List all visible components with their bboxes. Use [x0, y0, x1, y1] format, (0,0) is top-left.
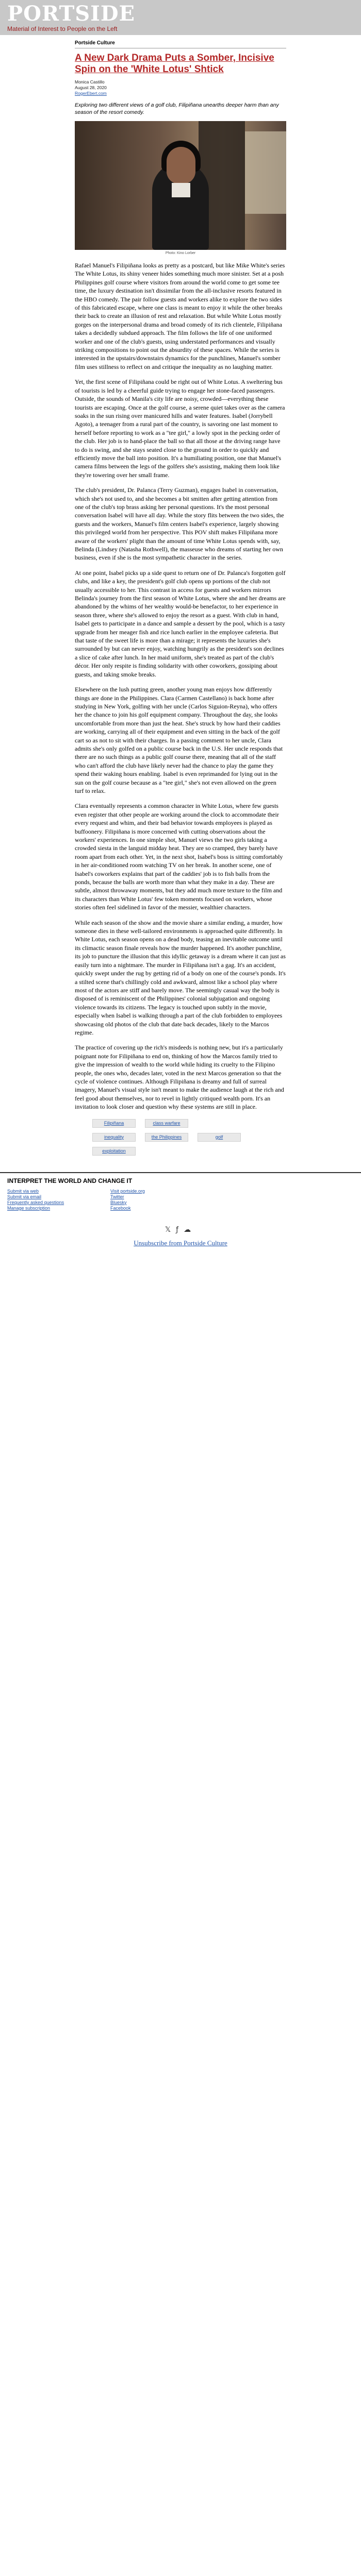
article-container: [75, 35, 286, 1160]
article-body: [75, 261, 286, 1111]
twitter-icon[interactable]: 𝕏: [165, 1225, 176, 1234]
paragraph: While each season of the show and the movie share a similar ending, a murder, how someone dies in these well-tailored environments is approached quite differently. In White Lotus, each season opens on a dead body, teasing an inevitable outcome until its climactic season finale reveals how the murder happened. It's another punchline, its job to puncture the illusion that this idyllic getaway is a dream where it can just as easily turn into a nightmare. The murder in Filipiñana isn't a gag. It's an accident, quickly swept under the rug by getting rid of a body on one of the course's ponds. It's a stilted scene that's chillingly cold and awkward, almost like a school play where most of the actors are stiff and barely move. The seemingly casual way the body is disposed of is reminiscent of the Philippines' colonial subjugation and ongoing violence towards its citizens. The legacy is touched upon subtly in the movie, especially when Isabel is walking through a part of the club forbidden to employees showcasing old photos of the club that date back decades, likely to the Marcos regime.: [75, 919, 286, 1036]
paragraph: Yet, the first scene of Filipiñana could be right out of White Lotus. A sweltering bus of tourists is led by a cheerful guide trying to engage her stone-faced passengers. Outside, the sounds of Manila's city life are noisy, crowded—everything these tourists are escaping. Once at the golf course, a serene quiet takes over as the camera soaks in the sun rising over manicured hills and water features. Isabel (Jorrybell Agoto), a teenager from a rural part of the country, is savoring one last moment to herself before reporting to work as a "tee girl," a lowly spot in the pecking order of the club. Her job is to hand-place the ball so that all those at the driving range have to do is swing, and she stays seated close to the ground in order to quickly and efficiently move the ball into position. It's a humiliating position, one that Manuel's camera films between the legs of the golfers she's assisting, making them look like they're towering over her small frame.: [75, 378, 285, 479]
tag-link[interactable]: golf: [198, 1133, 241, 1142]
footer-links: [7, 1189, 219, 1211]
tag-link[interactable]: the Philippines: [145, 1133, 188, 1142]
footer: [0, 1172, 361, 1257]
submit-email-link[interactable]: Submit via email: [7, 1194, 42, 1199]
tag-row: [75, 1118, 286, 1132]
footer-right-column: [110, 1189, 214, 1211]
masthead-tagline: Material of Interest to People on the Left: [7, 25, 118, 32]
facebook-icon[interactable]: ƒ: [176, 1225, 184, 1234]
masthead: [0, 0, 361, 35]
social-icons: [7, 1226, 354, 1234]
footer-left-column: [7, 1189, 110, 1211]
tag-row: [75, 1146, 286, 1160]
photo-figure-collar: [172, 183, 190, 197]
paragraph: The practice of covering up the rich's misdeeds is nothing new, but it's a particularly poignant note for Filipiñana to end on, thinking of how the Marcos family tried to give the impression of wealth to the world while hiding its cruelty to the Filipino people, the ones who, decades later, voted in the next Marcos generation so that the cycle of violence continues. Although Filipiñana is dreamy and full of surreal imagery, Manuel's visual style isn't meant to make the audience laugh at the rich and feel good about themselves, nor to revel in lightly critiqued wealth porn. It's an invitation to look closer and question why these systems are still in place.: [75, 1044, 284, 1111]
unsubscribe: [7, 1239, 354, 1247]
author: Monica Castillo: [75, 79, 105, 84]
tag-link[interactable]: exploitation: [92, 1147, 136, 1156]
portside-logo[interactable]: PORTSIDE: [7, 2, 135, 26]
photo-window: [245, 131, 286, 214]
faq-link[interactable]: Frequently asked questions: [7, 1199, 64, 1205]
visit-portside-link[interactable]: Visit portside.org: [110, 1188, 145, 1194]
article-headline[interactable]: A New Dark Drama Puts a Somber, Incisive Spin on the 'White Lotus' Shtick: [75, 53, 274, 75]
bluesky-icon[interactable]: ☁: [184, 1225, 196, 1234]
publish-date: August 28, 2020: [75, 85, 107, 90]
facebook-link[interactable]: Facebook: [110, 1205, 131, 1211]
article-photo: [75, 121, 286, 250]
paragraph: The club's president, Dr. Palanca (Terry Guzman), engages Isabel in conversation, which she's not used to, and she becomes a bit smitten after getting attention from one of the club's top brass asking her personal questions. It's the most personal conversation Isabel will have all day. While the story flits between the two sides, the guests and the workers, Manuel's film centers Isabel's experience, largely showing this privileged world from her perspective. This POV shift makes Filipiñana more aware of the workers' plight than the amount of time White Lotus spends with, say, Belinda (Lindsey (Natasha Rothwell), the masseuse who dreams of starting her own business, even if she is the most sympathetic character in the series.: [75, 486, 284, 562]
paragraph: At one point, Isabel picks up a side quest to return one of Dr. Palanca's forgotten golf clubs, and like a key, the president's golf club opens up portions of the club not usually accessible to her. This contrast in access for guests and workers mirrors Belinda's journey from the first season of White Lotus, where she and her dreams are abandoned by the whims of her wealthy would-be benefactor, to her experience in season three, where she's allowed to enjoy the resort as a guest. With club in hand, Isabel gets to participate in a dance and sample a dessert by the pool, which is a tasty upgrade from her meager fish and rice lunch earlier in the employee cafeteria. But that taste of the sweet life is more than a mirage; it represents the luxuries she's surrounded by but can never enjoy, watching hungrily as the president's son declines a slice of cake after lunch. In her maid uniform, she's treated as part of the club's décor. Her only respite is finding solidarity with other coworkers, gossiping about guests, and taking smoke breaks.: [75, 569, 286, 678]
submit-web-link[interactable]: Submit via web: [7, 1188, 39, 1194]
tag-link[interactable]: inequality: [92, 1133, 136, 1142]
paragraph: Rafael Manuel's Filipiñana looks as pretty as a postcard, but like Mike White's series The White Lotus, its shiny veneer hides something much more sinister. Set at a posh Philippines golf course where visitors from around the world come to get some tee time, the luxury destination isn't dissimilar from the all-inclusive resorts featured in the HBO comedy. The pair follow guests and workers alike to explore the two sides of this fabricated escape, where one class is meant to enjoy it while the other breaks their back to create an illusion of rest and relaxation. But while White Lotus mostly gorges on the interpersonal drama and broad comedy of its rich clientele, Filipiñana takes a decidedly subdued approach. The film follows the life of one uniformed worker and one of the club's guests, using understated performances and visually striking compositions to point out the absurdity of these spaces. While the series is interested in the upstairs/downstairs dynamics for the punchlines, Manuel's somber film uses stillness to reflect on and critique the inequality as no laughing matter.: [75, 262, 285, 370]
twitter-link[interactable]: Twitter: [110, 1194, 124, 1199]
source-link[interactable]: RogerEbert.com: [75, 91, 107, 96]
byline: [75, 79, 286, 96]
section-title: Portside Culture: [75, 40, 286, 48]
tag-list: [75, 1118, 286, 1160]
tag-link[interactable]: Filipiñana: [92, 1119, 136, 1128]
photo-figure-face: [167, 147, 195, 184]
photo-credit: Photo: Kino Lorber: [165, 251, 196, 255]
paragraph: Clara eventually represents a common character in White Lotus, where few guests even register that other people are working around the clock to accommodate their every request and whim, and their bad behavior towards employees is played as buffoonery. Filipiñana is more concerned with cutting observations about the workers' experiences. In one simple shot, Manuel views the two girls taking a crowded siesta in the languid midday heat. They are so cramped, they barely have room apart from each other. Yet, in the next shot, Isabel's boss is sitting comfortably in her air-conditioned room watching TV on her break. In another scene, one of Isabel's coworkers explains that part of the caddies' job is to fish balls from the ponds, because the balls are worth more than what they make in a day. These are subtle, almost throwaway moments, but they add much more texture to the film and its characters than White Lotus' few token moments focused on workers, whose stories often feel sidelined in favor of the messier, wealthier characters.: [75, 802, 283, 911]
footer-title: INTERPRET THE WORLD AND CHANGE IT: [7, 1177, 133, 1184]
paragraph: Elsewhere on the lush putting green, another young man enjoys how differently things are done in the Philippines. Clara (Carmen Castellano) is back home after studying in New York, golfing with her uncle (Carlos Siguion-Reyna), who offers her the chance to join his golf equipment company. Throughout the day, she looks uncomfortable from more than just the heat. She's struck by how hard their caddies are working, carrying all of their equipment and even sitting in the back of the golf cart so as not to sit with their charges. In a passing comment to her uncle, Clara admits she's only golfed on a public course back in the U.S. Her uncle responds that there are no such things as a public golf course there, meaning that all of the staff who can't afford the club have likely never had the chance to play the game they spend their waking hours enabling. Isabel is even reprimanded for lying out in the sun on the golf course because as a "tee girl," she's not even allowed on the green turf to relax.: [75, 686, 283, 794]
article-dek: Exploring two different views of a golf club, Filipiñana unearths deeper harm than any season of the resort comedy.: [75, 102, 279, 115]
unsubscribe-link[interactable]: Unsubscribe from Portside Culture: [134, 1239, 227, 1247]
manage-subscription-link[interactable]: Manage subscription: [7, 1205, 51, 1211]
tag-link[interactable]: class warfare: [145, 1119, 188, 1128]
tag-row: [75, 1132, 286, 1146]
bluesky-link[interactable]: Bluesky: [110, 1199, 127, 1205]
